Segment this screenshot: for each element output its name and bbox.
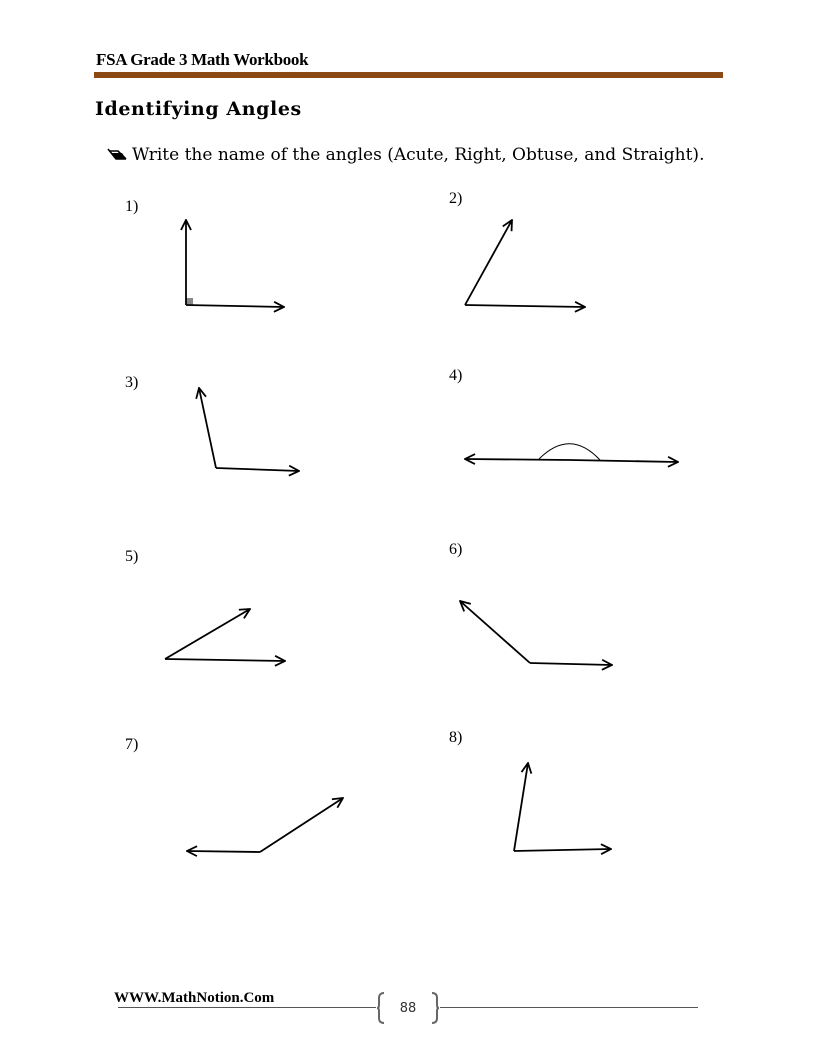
- angle-8: [514, 763, 611, 851]
- footer-website: WWW.MathNotion.Com: [114, 990, 275, 1006]
- workbook-title: FSA Grade 3 Math Workbook: [96, 50, 309, 69]
- question-label-7: 7): [125, 736, 139, 753]
- right-bracket: [430, 992, 440, 1024]
- angle-5: [165, 609, 285, 661]
- angle-2: [465, 220, 585, 307]
- question-label-1: 1): [125, 198, 139, 215]
- instruction-text: Write the name of the angles (Acute, Right, Obtuse, and Straight).: [132, 145, 705, 165]
- question-label-8: 8): [449, 729, 463, 746]
- question-label-5: 5): [125, 548, 139, 565]
- angle-4: [465, 444, 678, 462]
- question-label-3: 3): [125, 374, 139, 391]
- right-angle-mark: [186, 298, 193, 305]
- question-label-6: 6): [449, 541, 463, 558]
- page-number: 88: [399, 1000, 417, 1016]
- question-label-2: 2): [449, 190, 463, 207]
- straight-angle-arc: [539, 444, 600, 460]
- footer-rule-left: [118, 1007, 376, 1008]
- question-label-4: 4): [449, 367, 463, 384]
- angle-6: [460, 601, 612, 665]
- angle-7: [187, 798, 343, 852]
- footer-rule-right: [440, 1007, 698, 1008]
- section-title: Identifying Angles: [95, 98, 302, 120]
- angle-3: [199, 388, 299, 471]
- angle-1: [186, 220, 284, 307]
